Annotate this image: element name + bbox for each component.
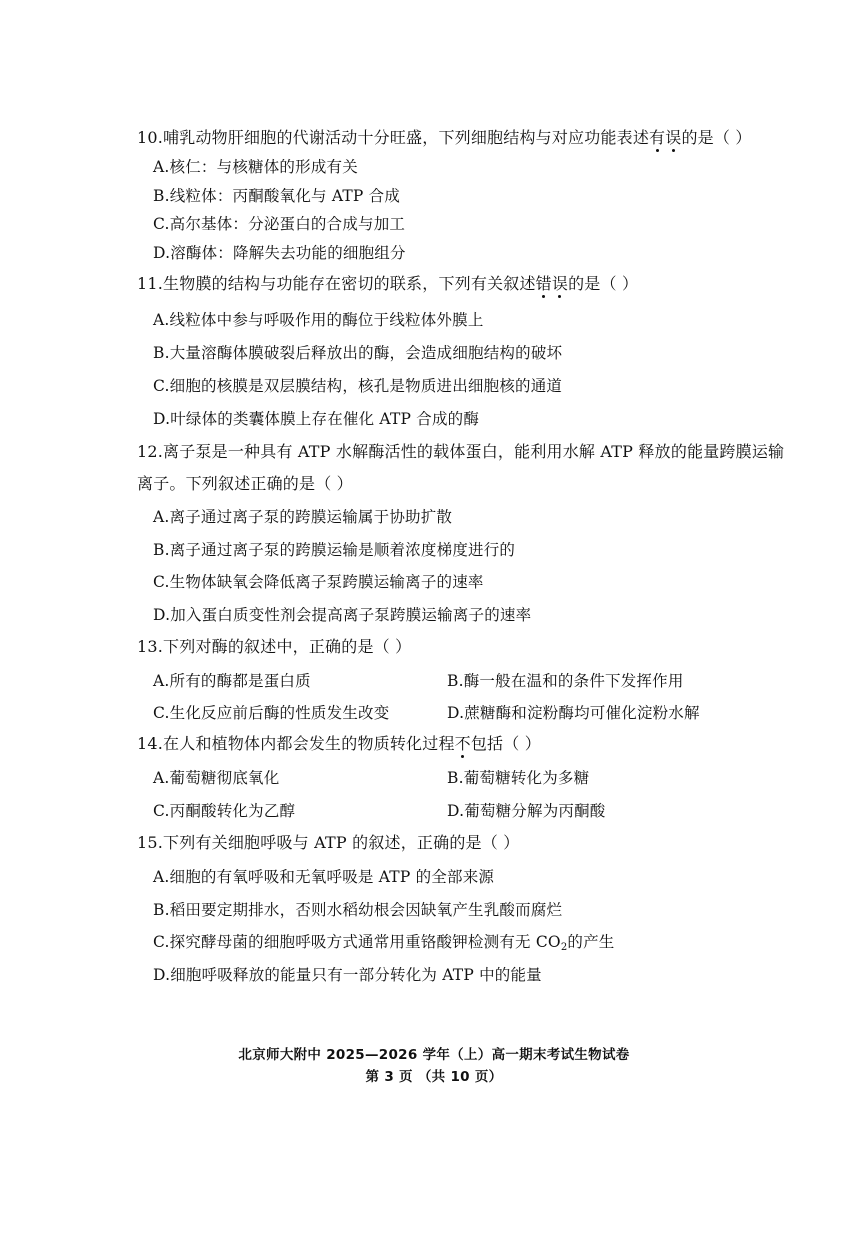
question-14-option-a: A.葡萄糖彻底氧化 — [153, 769, 280, 787]
footer-page-number: 第 3 页 （共 10 页） — [365, 1069, 503, 1085]
question-15-option-c: C.探究酵母菌的细胞呼吸方式通常用重铬酸钾检测有无 $CO_2$的产生 — [153, 933, 615, 953]
question-15-stem: 15.下列有关细胞呼吸与 ATP 的叙述，正确的是（ ） — [137, 833, 520, 852]
question-15-option-b: B.稻田要定期排水，否则水稻幼根会因缺氧产生乳酸而腐烂 — [153, 901, 563, 919]
question-11-option-d: D.叶绿体的类囊体膜上存在催化 ATP 合成的酶 — [153, 410, 480, 428]
question-12-option-d: D.加入蛋白质变性剂会提高离子泵跨膜运输离子的速率 — [153, 606, 532, 624]
question-11-option-c: C.细胞的核膜是双层膜结构，核孔是物质进出细胞核的通道 — [153, 377, 563, 395]
question-13-stem: 13.下列对酶的叙述中，正确的是（ ） — [137, 637, 412, 656]
question-10-option-a: A.核仁：与核糖体的形成有关 — [153, 158, 358, 176]
question-14-option-c: C.丙酮酸转化为乙醇 — [153, 802, 296, 820]
question-12-stem-line2: 离子。下列叙述正确的是（ ） — [137, 474, 353, 493]
emphasis-char: 误 — [665, 128, 682, 147]
question-12-stem-line1: 12.离子泵是一种具有 ATP 水解酶活性的载体蛋白，能利用水解 ATP 释放的能量跨膜运输 — [137, 442, 785, 461]
question-11-option-b: B.大量溶酶体膜破裂后释放出的酶，会造成细胞结构的破坏 — [153, 344, 563, 362]
question-15-option-d: D.细胞呼吸释放的能量只有一部分转化为 ATP 中的能量 — [153, 966, 542, 984]
emphasis-char: 误 — [551, 274, 569, 293]
question-10-option-d: D.溶酶体：降解失去功能的细胞组分 — [153, 244, 406, 262]
question-13-option-d: D.蔗糖酶和淀粉酶均可催化淀粉水解 — [447, 704, 700, 722]
question-12-option-b: B.离子通过离子泵的跨膜运输是顺着浓度梯度进行的 — [153, 541, 516, 559]
footer-exam-title: 北京师大附中 2025—2026 学年（上）高一期末考试生物试卷 — [238, 1047, 630, 1063]
question-13-option-a: A.所有的酶都是蛋白质 — [153, 672, 311, 690]
question-14-option-b: B.葡萄糖转化为多糖 — [447, 769, 590, 787]
question-13-option-c: C.生化反应前后酶的性质发生改变 — [153, 704, 390, 722]
emphasis-char: 不 — [454, 734, 471, 753]
emphasis-char: 有 — [649, 128, 666, 147]
question-15-option-a: A.细胞的有氧呼吸和无氧呼吸是 ATP 的全部来源 — [153, 868, 495, 886]
question-10-option-b: B.线粒体：丙酮酸氧化与 ATP 合成 — [153, 187, 401, 205]
emphasis-char: 错 — [535, 274, 552, 293]
question-12-option-a: A.离子通过离子泵的跨膜运输属于协助扩散 — [153, 508, 453, 526]
question-10-option-c: C.高尔基体：分泌蛋白的合成与加工 — [153, 215, 406, 233]
question-11-option-a: A.线粒体中参与呼吸作用的酶位于线粒体外膜上 — [153, 311, 484, 329]
question-14-option-d: D.葡萄糖分解为丙酮酸 — [447, 802, 606, 820]
question-12-option-c: C.生物体缺氧会降低离子泵跨膜运输离子的速率 — [153, 573, 484, 591]
question-14-stem: 14.在人和植物体内都会发生的物质转化过程不包括（ ） — [137, 734, 541, 753]
question-13-option-b: B.酶一般在温和的条件下发挥作用 — [447, 672, 684, 690]
question-10-stem: 10.哺乳动物肝细胞的代谢活动十分旺盛，下列细胞结构与对应功能表述有误的是（ ） — [137, 128, 752, 147]
question-11-stem: 11.生物膜的结构与功能存在密切的联系，下列有关叙述错误的是（ ） — [137, 274, 639, 293]
